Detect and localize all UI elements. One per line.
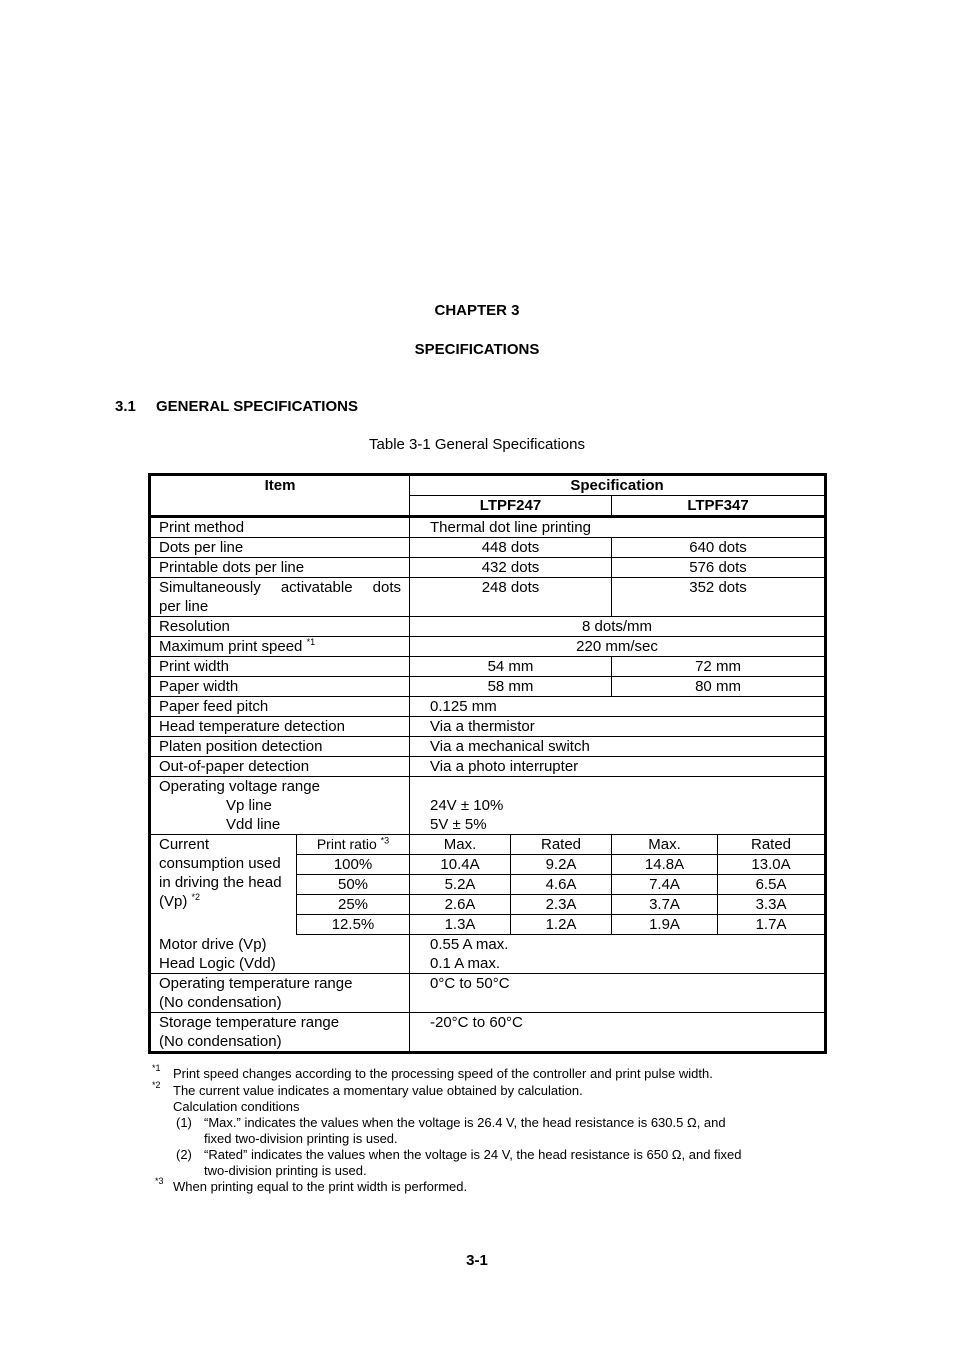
- row-label: Paper feed pitch: [150, 697, 410, 717]
- current-value: 4.6A: [511, 875, 612, 895]
- footnote-3: When printing equal to the print width is performed.: [173, 1179, 468, 1194]
- specification-header: Specification: [410, 475, 826, 496]
- table-caption: Table 3-1 General Specifications: [369, 436, 585, 453]
- max-header: Max.: [612, 835, 718, 855]
- row-value: Via a photo interrupter: [410, 757, 826, 777]
- condition-number: (1): [176, 1115, 192, 1130]
- vp-voltage-value: 24V ± 10%: [430, 797, 504, 814]
- row-label: Paper width: [150, 677, 410, 697]
- condition-number: (2): [176, 1147, 192, 1162]
- row-value: 72 mm: [612, 657, 826, 677]
- row-value: 0.125 mm: [410, 697, 826, 717]
- row-value: 8 dots/mm: [410, 617, 826, 637]
- page-number: 3-1: [466, 1252, 488, 1269]
- item-header: Item: [150, 475, 410, 517]
- table-row: [150, 657, 826, 677]
- row-label: [150, 777, 410, 835]
- current-value: 3.7A: [612, 895, 718, 915]
- row-value: [410, 777, 826, 835]
- row-value: 448 dots: [410, 538, 612, 558]
- table-row: [150, 835, 826, 855]
- table-row: [150, 974, 826, 1013]
- footnote-1: Print speed changes according to the processing speed of the controller and print pulse width.: [173, 1066, 713, 1081]
- row-label-line: (No condensation): [159, 1033, 282, 1050]
- row-label: Print width: [150, 657, 410, 677]
- row-label-line: (No condensation): [159, 994, 282, 1011]
- current-value: 6.5A: [718, 875, 826, 895]
- row-label: Dots per line: [150, 538, 410, 558]
- table-row: [150, 737, 826, 757]
- condition-1-line-2: fixed two-division printing is used.: [204, 1131, 398, 1146]
- row-value: 58 mm: [410, 677, 612, 697]
- row-label-line: Simultaneously activatable dots: [159, 579, 401, 596]
- row-label-line: in driving the head: [159, 874, 282, 891]
- table-row: [150, 677, 826, 697]
- chapter-title: SPECIFICATIONS: [414, 341, 540, 358]
- row-value: 576 dots: [612, 558, 826, 578]
- table-row: [150, 617, 826, 637]
- general-specifications-table: [148, 473, 827, 1054]
- table-row: [150, 1013, 826, 1053]
- row-label-line: Operating temperature range: [159, 975, 353, 992]
- section-number: 3.1: [115, 398, 136, 415]
- row-label: [150, 578, 410, 617]
- print-ratio-label: Print ratio: [316, 836, 377, 852]
- model-ltpf347-header: LTPF347: [612, 496, 826, 517]
- motor-current-value: 0.55 A max.: [430, 936, 509, 953]
- print-ratio: 25%: [297, 895, 410, 915]
- table-row: [150, 517, 826, 538]
- row-label: [150, 1013, 410, 1053]
- row-label-line: Current: [159, 836, 210, 853]
- row-label: Out-of-paper detection: [150, 757, 410, 777]
- current-value: 14.8A: [612, 855, 718, 875]
- current-value: 2.6A: [410, 895, 511, 915]
- row-label: [150, 637, 410, 657]
- print-ratio: 12.5%: [297, 915, 410, 935]
- table-row: [150, 777, 826, 835]
- current-value: 7.4A: [612, 875, 718, 895]
- rated-header: Rated: [511, 835, 612, 855]
- row-value: Via a mechanical switch: [410, 737, 826, 757]
- row-value: 640 dots: [612, 538, 826, 558]
- current-value: 1.3A: [410, 915, 511, 935]
- table-row: [150, 578, 826, 617]
- footnote-ref: *1: [306, 637, 316, 647]
- chapter-heading: CHAPTER 3: [434, 302, 520, 319]
- table-row: [150, 538, 826, 558]
- row-label-line: Motor drive (Vp): [159, 936, 267, 953]
- row-label-text: Maximum print speed: [159, 638, 303, 655]
- table-row: [150, 935, 826, 974]
- print-ratio: 50%: [297, 875, 410, 895]
- row-label: Platen position detection: [150, 737, 410, 757]
- footnote-mark: *1: [152, 1063, 161, 1073]
- table-header-row: [150, 475, 826, 496]
- table-row: [150, 637, 826, 657]
- current-value: 10.4A: [410, 855, 511, 875]
- table-row: [150, 558, 826, 578]
- model-ltpf247-header: LTPF247: [410, 496, 612, 517]
- row-value: 248 dots: [410, 578, 612, 617]
- row-label-line: Operating voltage range: [159, 778, 320, 795]
- table-row: [150, 717, 826, 737]
- footnote-2: The current value indicates a momentary value obtained by calculation.: [173, 1083, 583, 1098]
- row-label-line: per line: [159, 598, 209, 615]
- row-label-line: Head Logic (Vdd): [159, 955, 276, 972]
- rated-header: Rated: [718, 835, 826, 855]
- table-row: [150, 757, 826, 777]
- current-value: 1.2A: [511, 915, 612, 935]
- row-value: Via a thermistor: [410, 717, 826, 737]
- current-value: 13.0A: [718, 855, 826, 875]
- row-label: [150, 935, 410, 974]
- vdd-line-label: Vdd line: [226, 816, 281, 833]
- row-value: Thermal dot line printing: [410, 517, 826, 538]
- vp-line-label: Vp line: [226, 797, 272, 814]
- current-value: 3.3A: [718, 895, 826, 915]
- row-label: Print method: [150, 517, 410, 538]
- row-label: Printable dots per line: [150, 558, 410, 578]
- condition-2-line-1: “Rated” indicates the values when the voltage is 24 V, the head resistance is 650 Ω, and fixed: [204, 1147, 742, 1162]
- row-label: [150, 974, 410, 1013]
- footnote-mark: *2: [152, 1080, 161, 1090]
- table-row: [150, 697, 826, 717]
- current-value: 1.7A: [718, 915, 826, 935]
- row-value: [410, 935, 826, 974]
- row-value: 80 mm: [612, 677, 826, 697]
- section-title: GENERAL SPECIFICATIONS: [156, 398, 358, 415]
- current-value: 2.3A: [511, 895, 612, 915]
- print-ratio: 100%: [297, 855, 410, 875]
- condition-2-line-2: two-division printing is used.: [204, 1163, 367, 1178]
- row-label-line: (Vp): [159, 893, 188, 910]
- current-value: 5.2A: [410, 875, 511, 895]
- row-label-line: consumption used: [159, 855, 281, 872]
- calculation-conditions: Calculation conditions: [173, 1099, 300, 1114]
- row-label: Head temperature detection: [150, 717, 410, 737]
- row-value: 352 dots: [612, 578, 826, 617]
- footnote-ref: *2: [191, 892, 201, 902]
- row-label-line: Storage temperature range: [159, 1014, 340, 1031]
- row-label: Resolution: [150, 617, 410, 637]
- current-value: 1.9A: [612, 915, 718, 935]
- row-value: 220 mm/sec: [410, 637, 826, 657]
- logic-current-value: 0.1 A max.: [430, 955, 501, 972]
- row-value: 432 dots: [410, 558, 612, 578]
- row-value: 54 mm: [410, 657, 612, 677]
- footnote-ref: *3: [380, 835, 390, 846]
- current-consumption-label: [150, 835, 297, 935]
- footnote-mark: *3: [155, 1176, 164, 1186]
- current-value: 9.2A: [511, 855, 612, 875]
- vdd-voltage-value: 5V ± 5%: [430, 816, 487, 833]
- print-ratio-header: [297, 835, 410, 855]
- row-value: 0°C to 50°C: [410, 974, 826, 1013]
- condition-1-line-1: “Max.” indicates the values when the voltage is 26.4 V, the head resistance is 630.5 Ω, and: [204, 1115, 726, 1130]
- max-header: Max.: [410, 835, 511, 855]
- row-value: -20°C to 60°C: [410, 1013, 826, 1053]
